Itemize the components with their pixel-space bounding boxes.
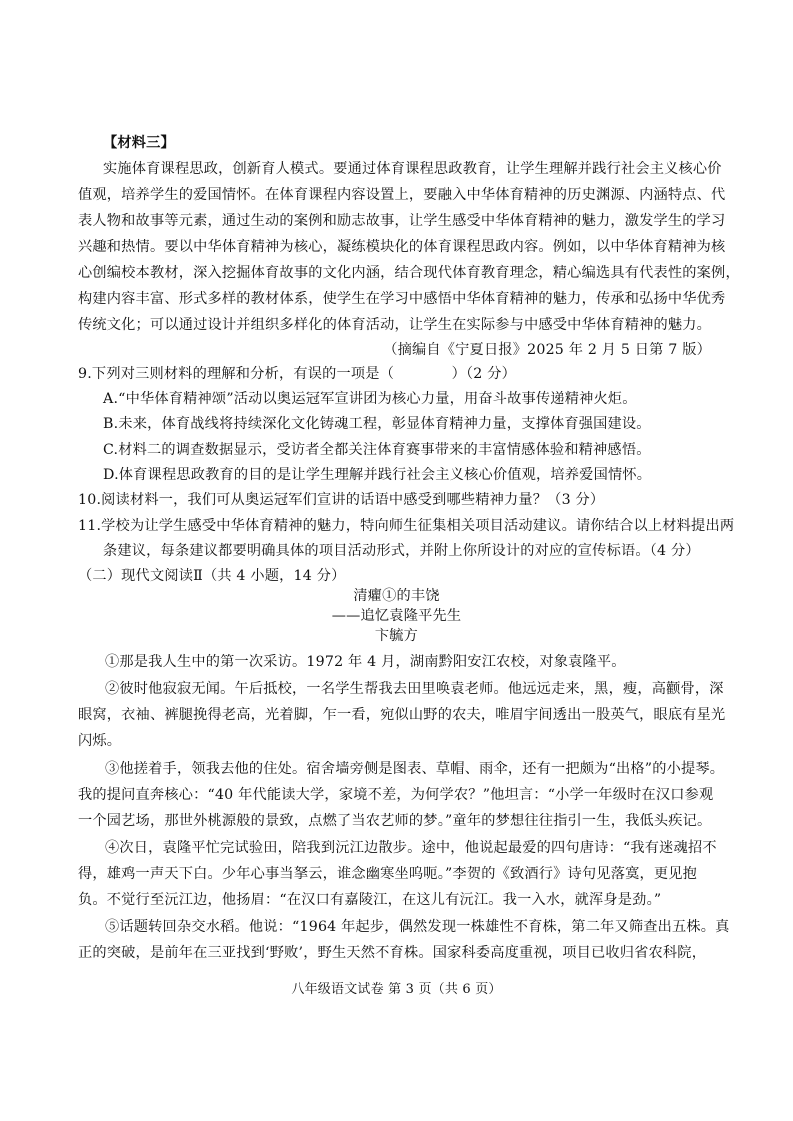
question-9-option-d: D.体育课程思政教育的目的是让学生理解并践行社会主义核心价值观，培养爱国情怀。 bbox=[103, 467, 652, 483]
material3-line-5: 心创编校本教材，深入挖掘体育故事的文化内涵，结合现代体育教育理念，精心编选具有代表性的案例， bbox=[78, 265, 740, 281]
page-footer: 八年级语文试卷 第 3 页（共 6 页） bbox=[291, 982, 502, 997]
article-paragraph-4-line-2: 得，雄鸡一声天下白。少年心事当拏云，谁念幽寒坐呜呃。”李贺的《致酒行》诗句见落寞，更见抱 bbox=[78, 866, 698, 882]
question-11-line-2: 条建议，每条建议都要明确具体的项目活动形式，并附上你所设计的对应的宣传标语。（4 分） bbox=[103, 543, 700, 559]
material3-line-3: 表人物和故事等元素，通过生动的案例和励志故事，让学生感受中华体育精神的魅力，激发学生的学习 bbox=[78, 213, 726, 229]
material3-line-2: 值观，培养学生的爱国情怀。在体育课程内容设置上，要融入中华体育精神的历史渊源、内涵特点、代 bbox=[78, 187, 726, 203]
article-paragraph-5-line-2: 正的突破，是前年在三亚找到‘野败’，野生天然不育株。国家科委高度重视，项目已收归省农科院， bbox=[78, 945, 707, 961]
article-paragraph-2-line-2: 眼窝，衣袖、裤腿挽得老高，光着脚，乍一看，宛似山野的农夫，唯眉宇间透出一股英气，眼底有星光 bbox=[78, 707, 726, 723]
article-paragraph-4-line-1: ④次日，袁隆平忙完试验田，陪我到沅江边散步。途中，他说起最爱的四句唐诗：“我有迷魂招不 bbox=[105, 840, 717, 856]
material3-source: （摘编自《宁夏日报》2025 年 2 月 5 日第 7 版） bbox=[383, 342, 711, 358]
question-9-option-c: C.材料二的调查数据显示，受访者全都关注体育赛事带来的丰富情感体验和精神感悟。 bbox=[103, 442, 651, 458]
article-author: 卞毓方 bbox=[374, 628, 419, 644]
question-9-option-b: B.未来，体育战线将持续深化文化铸魂工程，彰显体育精神力量，支撑体育强国建设。 bbox=[103, 416, 651, 432]
material3-line-4: 兴趣和热情。要以中华体育精神为核心，凝练模块化的体育课程思政内容。例如，以中华体育精神为核 bbox=[78, 239, 726, 255]
material3-line-1: 实施体育课程思政，创新育人模式。要通过体育课程思政教育，让学生理解并践行社会主义核心价 bbox=[103, 161, 722, 177]
article-paragraph-2-line-1: ②彼时他寂寂无闻。午后抵校，一名学生帮我去田里唤袁老师。他远远走来，黑，瘦，高颧骨，深 bbox=[105, 681, 724, 697]
article-paragraph-3-line-1: ③他搓着手，领我去他的住处。宿舍墙旁侧是图表、草帽、雨伞，还有一把颇为“出格”的小提琴。 bbox=[105, 761, 725, 777]
article-paragraph-3-line-2: 我的提问直奔核心：“40 年代能读大学，家境不差，为何学农？”他坦言：“小学一年级时在汉口参观 bbox=[78, 787, 714, 803]
article-paragraph-4-line-3: 负。不觉行至沅江边，他扬眉：“在汉口有嘉陵江，在这儿有沅江。我一入水，就浑身是劲。” bbox=[78, 892, 662, 908]
article-subtitle: ——追忆袁隆平先生 bbox=[331, 608, 462, 624]
question-9-option-a: A.“中华体育精神颂”活动以奥运冠军宣讲团为核心力量，用奋斗故事传递精神火炬。 bbox=[103, 391, 637, 407]
material3-heading: 【材料三】 bbox=[103, 135, 175, 151]
article-paragraph-2-line-3: 闪烁。 bbox=[78, 733, 122, 749]
question-10: 10.阅读材料一，我们可从奥运冠军们宣讲的话语中感受到哪些精神力量？（3 分） bbox=[78, 492, 605, 508]
question-11-line-1: 11.学校为让学生感受中华体育精神的魅力，特向师生征集相关项目活动建议。请你结合以上材料提出两 bbox=[78, 518, 735, 534]
material3-line-7: 传统文化；可以通过设计并组织多样化的体育活动，让学生在实际参与中感受中华体育精神的魅力。 bbox=[78, 317, 712, 333]
question-9: 9.下列对三则材料的理解和分析，有误的一项是（ ）（2 分） bbox=[78, 366, 517, 382]
material3-line-6: 构建内容丰富、形式多样的教材体系，使学生在学习中感悟中华体育精神的魅力，传承和弘扬中华优秀 bbox=[78, 291, 726, 307]
article-paragraph-5-line-1: ⑤话题转回杂交水稻。他说：“1964 年起步，偶然发现一株雄性不育株，第二年又筛查出五株。真 bbox=[105, 919, 730, 935]
article-paragraph-1: ①那是我人生中的第一次采访。1972 年 4 月，湖南黔阳安江农校，对象袁隆平。 bbox=[105, 654, 626, 670]
section2-heading: （二）现代文阅读Ⅱ（共 4 小题，14 分） bbox=[78, 568, 346, 584]
article-title: 清癯①的丰饶 bbox=[353, 588, 440, 604]
article-paragraph-3-line-3: 一个园艺场，那世外桃源般的景致，点燃了当农艺师的梦。”童年的梦想往往指引一生，我低头疾记。 bbox=[78, 813, 712, 829]
